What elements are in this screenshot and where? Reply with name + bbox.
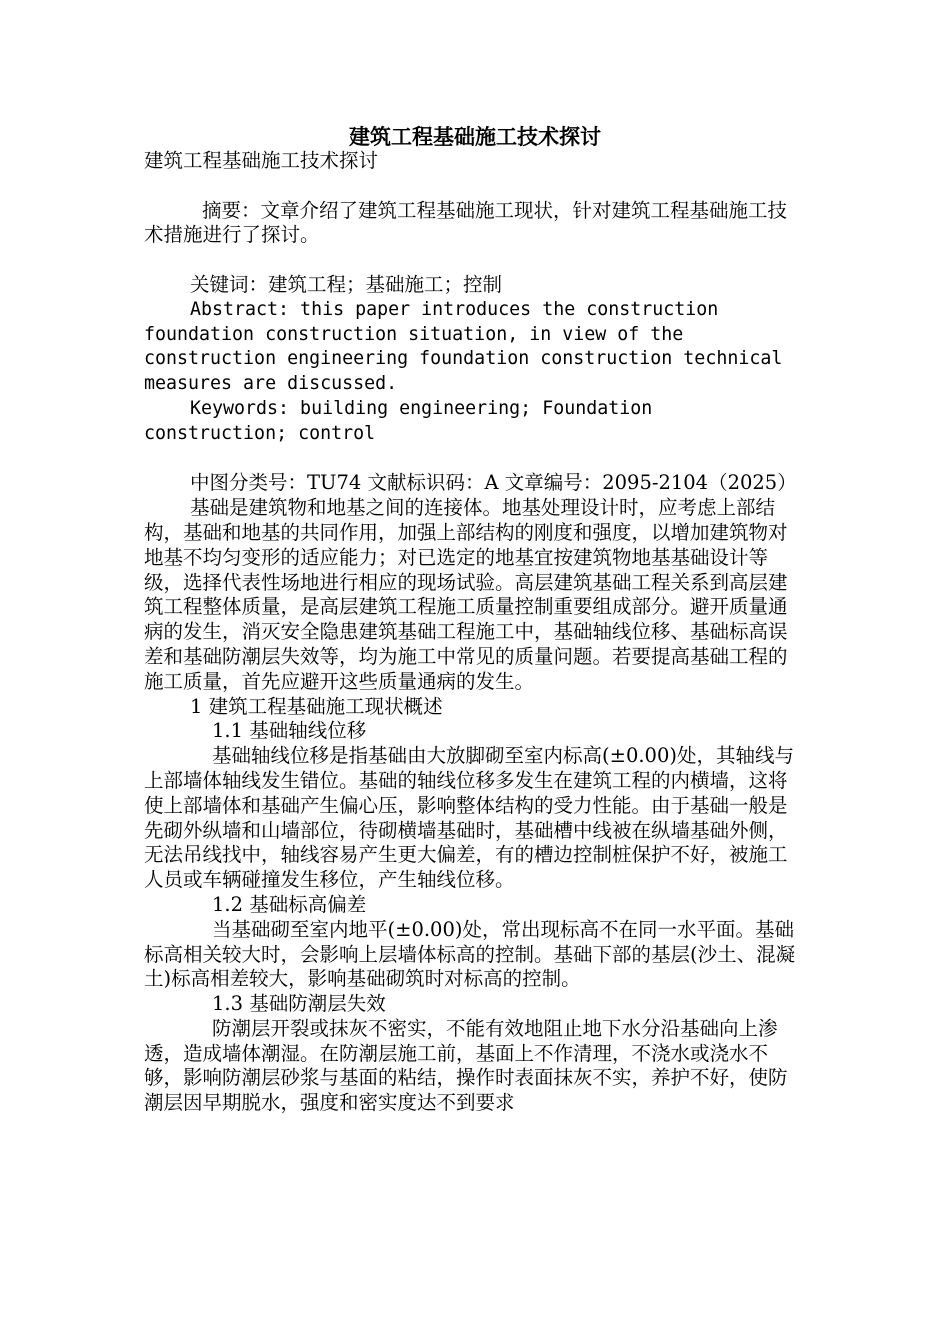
- abstract-english: Abstract: this paper introduces the construction foundation construction situation, in view of the construction engineering foundation construction technical measures are discussed.: [144, 298, 783, 395]
- intro-paragraph: 基础是建筑物和地基之间的连接体。地基处理设计时，应考虑上部结构，基础和地基的共同作用，加强上部结构的刚度和强度，以增加建筑物对地基不均匀变形的适应能力；对已选定的地基宜按建筑物地基基础设计等级，选择代表性场地进行相应的现场试验。高层建筑基础工程关系到高层建筑工程整体质量，是高层建筑工程施工质量控制重要组成部分。避开质量通病的发生，消灭安全隐患建筑基础工程施工中，基础轴线位移、基础标高误差和基础防潮层失效等，均为施工中常见的质量问题。若要提高基础工程的施工质量，首先应避开这些质量通病的发生。: [144, 496, 788, 693]
- section-1-2-text: 当基础砌至室内地平(±0.00)处，常出现标高不在同一水平面。基础标高相关较大时，会影响上层墙体标高的控制。基础下部的基层(沙土、混凝土)标高相差较大，影响基础砌筑时对标高的控制。: [144, 917, 796, 991]
- document-body: [144, 149, 804, 1116]
- section-1-1-heading: 1.1 基础轴线位移: [212, 719, 367, 743]
- section-1-3-text: 防潮层开裂或抹灰不密实，不能有效地阻止地下水分沿基础向上渗透，造成墙体潮湿。在防潮层施工前，基面上不作清理，不浇水或浇水不够，影响防潮层砂浆与基面的粘结，操作时表面抹灰不实，养护不好，使防潮层因早期脱水，强度和密实度达不到要求: [144, 1016, 788, 1115]
- document-subtitle: 建筑工程基础施工技术探讨: [144, 149, 379, 172]
- section-1-heading: 1 建筑工程基础施工现状概述: [190, 694, 443, 718]
- document-title: 建筑工程基础施工技术探讨: [349, 124, 601, 149]
- section-1-3-heading: 1.3 基础防潮层失效: [212, 992, 386, 1016]
- abstract-chinese: 摘要：文章介绍了建筑工程基础施工现状，针对建筑工程基础施工技术措施进行了探讨。: [144, 198, 788, 247]
- section-1-2-heading: 1.2 基础标高偏差: [212, 892, 367, 916]
- keywords-chinese: 关键词：建筑工程；基础施工；控制: [190, 272, 503, 296]
- section-1-1-text: 基础轴线位移是指基础由大放脚砌至室内标高(±0.00)处，其轴线与上部墙体轴线发生错位。基础的轴线位移多发生在建筑工程的内横墙，这将使上部墙体和基础产生偏心压，影响整体结构的受力性能。由于基础一般是先砌外纵墙和山墙部位，待砌横墙基础时，基础槽中线被在纵墙基础外侧，无法吊线找中，轴线容易产生更大偏差，有的槽边控制桩保护不好，被施工人员或车辆碰撞发生移位，产生轴线位移。: [144, 744, 794, 892]
- classification-info: 中图分类号：TU74 文献标识码：A 文章编号：2095-2104（2025）: [190, 471, 797, 495]
- keywords-english: Keywords: building engineering; Foundation construction; control: [144, 397, 653, 444]
